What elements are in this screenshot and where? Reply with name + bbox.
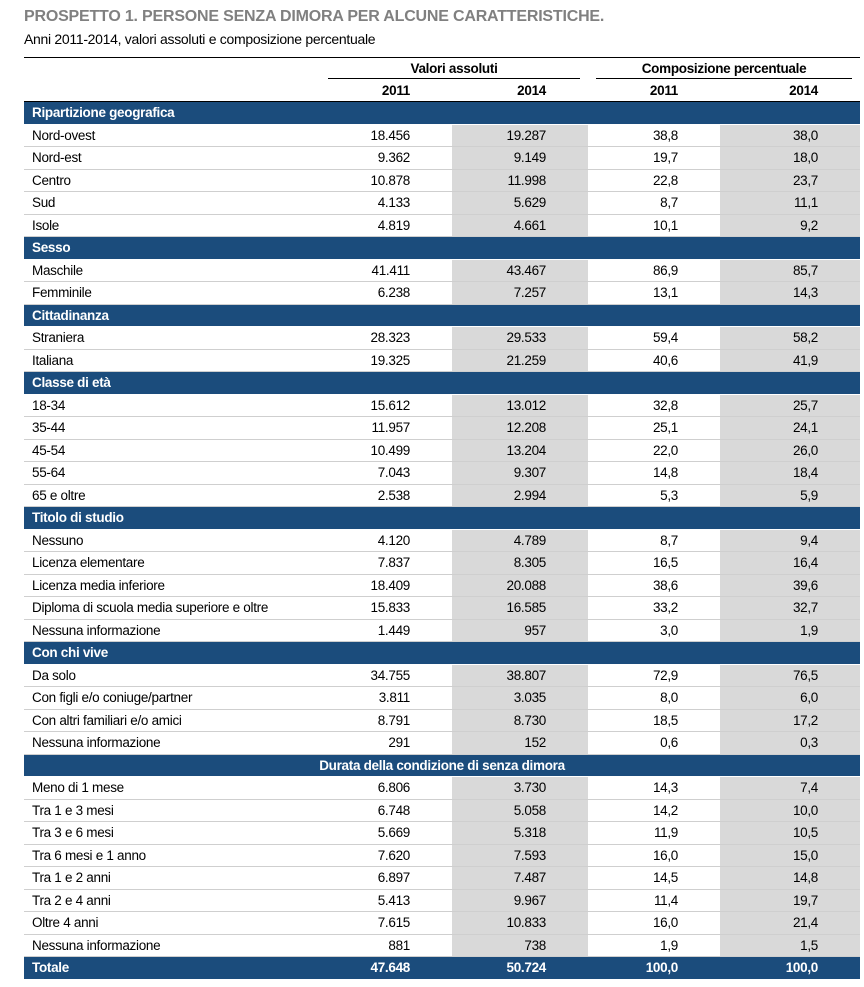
row-label: Sud bbox=[24, 192, 320, 215]
table-row bbox=[24, 934, 860, 957]
row-value: 38,0 bbox=[720, 124, 860, 147]
section-header bbox=[24, 372, 860, 395]
row-value: 5.413 bbox=[320, 889, 452, 912]
row-value: 34.755 bbox=[320, 664, 452, 687]
table-row bbox=[24, 574, 860, 597]
total-value: 50.724 bbox=[452, 957, 588, 979]
row-value: 41.411 bbox=[320, 259, 452, 282]
table-row bbox=[24, 214, 860, 237]
row-value: 18.409 bbox=[320, 574, 452, 597]
row-value: 16,0 bbox=[588, 912, 720, 935]
row-value: 4.661 bbox=[452, 214, 588, 237]
row-value: 85,7 bbox=[720, 259, 860, 282]
header-group-absolute: Valori assoluti bbox=[320, 58, 588, 80]
row-value: 41,9 bbox=[720, 349, 860, 372]
data-table bbox=[24, 57, 860, 979]
row-value: 4.789 bbox=[452, 529, 588, 552]
row-value: 76,5 bbox=[720, 664, 860, 687]
section-title: Con chi vive bbox=[24, 642, 860, 665]
row-value: 3.811 bbox=[320, 687, 452, 710]
row-label: Oltre 4 anni bbox=[24, 912, 320, 935]
row-value: 10,0 bbox=[720, 799, 860, 822]
row-value: 9.307 bbox=[452, 462, 588, 485]
row-value: 11.957 bbox=[320, 417, 452, 440]
row-value: 10,1 bbox=[588, 214, 720, 237]
row-value: 11,9 bbox=[588, 822, 720, 845]
row-value: 25,7 bbox=[720, 394, 860, 417]
row-label: 18-34 bbox=[24, 394, 320, 417]
row-value: 7.615 bbox=[320, 912, 452, 935]
row-label: Nord-est bbox=[24, 147, 320, 170]
table-row bbox=[24, 664, 860, 687]
row-value: 10.878 bbox=[320, 169, 452, 192]
table-row bbox=[24, 889, 860, 912]
row-value: 4.120 bbox=[320, 529, 452, 552]
row-label: Nessuna informazione bbox=[24, 732, 320, 755]
table-row bbox=[24, 349, 860, 372]
row-value: 5.629 bbox=[452, 192, 588, 215]
table-row bbox=[24, 687, 860, 710]
table-row bbox=[24, 709, 860, 732]
header-blank bbox=[24, 58, 320, 80]
row-value: 7.257 bbox=[452, 282, 588, 305]
row-value: 14,3 bbox=[588, 777, 720, 800]
row-value: 33,2 bbox=[588, 597, 720, 620]
row-value: 17,2 bbox=[720, 709, 860, 732]
row-label: Licenza elementare bbox=[24, 552, 320, 575]
row-value: 4.819 bbox=[320, 214, 452, 237]
table-row bbox=[24, 417, 860, 440]
row-value: 38,8 bbox=[588, 124, 720, 147]
row-label: Tra 2 e 4 anni bbox=[24, 889, 320, 912]
row-value: 9.362 bbox=[320, 147, 452, 170]
row-label: Con altri familiari e/o amici bbox=[24, 709, 320, 732]
table-row bbox=[24, 147, 860, 170]
row-value: 18,5 bbox=[588, 709, 720, 732]
total-label: Totale bbox=[24, 957, 320, 979]
table-row bbox=[24, 777, 860, 800]
row-value: 13,1 bbox=[588, 282, 720, 305]
row-value: 15.612 bbox=[320, 394, 452, 417]
row-value: 11.998 bbox=[452, 169, 588, 192]
total-value: 100,0 bbox=[588, 957, 720, 979]
row-value: 16,5 bbox=[588, 552, 720, 575]
row-value: 10,5 bbox=[720, 822, 860, 845]
row-label: Licenza media inferiore bbox=[24, 574, 320, 597]
table-row bbox=[24, 484, 860, 507]
row-value: 9,4 bbox=[720, 529, 860, 552]
row-value: 19,7 bbox=[720, 889, 860, 912]
table-row bbox=[24, 799, 860, 822]
row-value: 6,0 bbox=[720, 687, 860, 710]
row-value: 18,0 bbox=[720, 147, 860, 170]
row-value: 40,6 bbox=[588, 349, 720, 372]
row-value: 6.897 bbox=[320, 867, 452, 890]
row-value: 18.456 bbox=[320, 124, 452, 147]
row-value: 32,7 bbox=[720, 597, 860, 620]
header-group-percent: Composizione percentuale bbox=[588, 58, 860, 80]
row-value: 881 bbox=[320, 934, 452, 957]
row-label: 45-54 bbox=[24, 439, 320, 462]
row-value: 14,8 bbox=[588, 462, 720, 485]
row-value: 19.325 bbox=[320, 349, 452, 372]
row-value: 291 bbox=[320, 732, 452, 755]
table-row bbox=[24, 327, 860, 350]
row-value: 28.323 bbox=[320, 327, 452, 350]
row-value: 8.730 bbox=[452, 709, 588, 732]
row-value: 1.449 bbox=[320, 619, 452, 642]
row-label: Straniera bbox=[24, 327, 320, 350]
section-title: Sesso bbox=[24, 237, 860, 260]
section-title: Titolo di studio bbox=[24, 507, 860, 530]
row-label: Da solo bbox=[24, 664, 320, 687]
row-value: 15.833 bbox=[320, 597, 452, 620]
row-value: 957 bbox=[452, 619, 588, 642]
row-value: 13.204 bbox=[452, 439, 588, 462]
row-value: 5.669 bbox=[320, 822, 452, 845]
row-label: Tra 3 e 6 mesi bbox=[24, 822, 320, 845]
row-value: 9.967 bbox=[452, 889, 588, 912]
row-label: Femminile bbox=[24, 282, 320, 305]
row-value: 10.833 bbox=[452, 912, 588, 935]
total-row bbox=[24, 957, 860, 979]
row-value: 38,6 bbox=[588, 574, 720, 597]
row-value: 21,4 bbox=[720, 912, 860, 935]
row-value: 0,3 bbox=[720, 732, 860, 755]
row-value: 7.593 bbox=[452, 844, 588, 867]
row-value: 38.807 bbox=[452, 664, 588, 687]
row-value: 12.208 bbox=[452, 417, 588, 440]
row-value: 14,8 bbox=[720, 867, 860, 890]
row-value: 5.058 bbox=[452, 799, 588, 822]
row-value: 14,2 bbox=[588, 799, 720, 822]
page-subtitle: Anni 2011-2014, valori assoluti e composizione percentuale bbox=[24, 31, 376, 47]
row-label: Isole bbox=[24, 214, 320, 237]
table-row bbox=[24, 259, 860, 282]
row-label: Diploma di scuola media superiore e oltre bbox=[24, 597, 320, 620]
table-row bbox=[24, 597, 860, 620]
table-row bbox=[24, 439, 860, 462]
row-value: 7.043 bbox=[320, 462, 452, 485]
row-value: 8,0 bbox=[588, 687, 720, 710]
row-value: 7.620 bbox=[320, 844, 452, 867]
table-row bbox=[24, 867, 860, 890]
section-header bbox=[24, 237, 860, 260]
row-value: 23,7 bbox=[720, 169, 860, 192]
row-value: 3.730 bbox=[452, 777, 588, 800]
row-label: Nord-ovest bbox=[24, 124, 320, 147]
row-value: 19.287 bbox=[452, 124, 588, 147]
table-row bbox=[24, 552, 860, 575]
row-value: 16,4 bbox=[720, 552, 860, 575]
table-row bbox=[24, 169, 860, 192]
row-value: 8.791 bbox=[320, 709, 452, 732]
row-label: Centro bbox=[24, 169, 320, 192]
row-value: 29.533 bbox=[452, 327, 588, 350]
row-value: 59,4 bbox=[588, 327, 720, 350]
section-header bbox=[24, 754, 860, 777]
row-value: 5,3 bbox=[588, 484, 720, 507]
row-value: 9,2 bbox=[720, 214, 860, 237]
table-body bbox=[24, 102, 860, 979]
row-value: 72,9 bbox=[588, 664, 720, 687]
row-value: 58,2 bbox=[720, 327, 860, 350]
row-value: 19,7 bbox=[588, 147, 720, 170]
row-value: 1,5 bbox=[720, 934, 860, 957]
row-value: 22,0 bbox=[588, 439, 720, 462]
row-value: 13.012 bbox=[452, 394, 588, 417]
table-row bbox=[24, 912, 860, 935]
row-value: 24,1 bbox=[720, 417, 860, 440]
table-row bbox=[24, 844, 860, 867]
header-year: 2011 bbox=[320, 79, 452, 102]
row-label: Tra 1 e 3 mesi bbox=[24, 799, 320, 822]
header-year: 2014 bbox=[720, 79, 860, 102]
row-value: 11,1 bbox=[720, 192, 860, 215]
section-header bbox=[24, 304, 860, 327]
row-value: 3,0 bbox=[588, 619, 720, 642]
row-value: 14,3 bbox=[720, 282, 860, 305]
section-header bbox=[24, 102, 860, 125]
table-row bbox=[24, 394, 860, 417]
row-value: 0,6 bbox=[588, 732, 720, 755]
table-row bbox=[24, 619, 860, 642]
row-value: 32,8 bbox=[588, 394, 720, 417]
row-label: Nessuno bbox=[24, 529, 320, 552]
total-value: 100,0 bbox=[720, 957, 860, 979]
header-year: 2011 bbox=[588, 79, 720, 102]
table-row bbox=[24, 822, 860, 845]
section-title: Cittadinanza bbox=[24, 304, 860, 327]
row-value: 6.806 bbox=[320, 777, 452, 800]
row-value: 1,9 bbox=[588, 934, 720, 957]
row-value: 18,4 bbox=[720, 462, 860, 485]
section-title: Ripartizione geografica bbox=[24, 102, 860, 125]
table-row bbox=[24, 124, 860, 147]
row-label: Maschile bbox=[24, 259, 320, 282]
row-value: 152 bbox=[452, 732, 588, 755]
table-row bbox=[24, 282, 860, 305]
row-value: 11,4 bbox=[588, 889, 720, 912]
row-label: Italiana bbox=[24, 349, 320, 372]
header-year: 2014 bbox=[452, 79, 588, 102]
total-value: 47.648 bbox=[320, 957, 452, 979]
row-value: 20.088 bbox=[452, 574, 588, 597]
row-value: 26,0 bbox=[720, 439, 860, 462]
row-value: 1,9 bbox=[720, 619, 860, 642]
table-row bbox=[24, 192, 860, 215]
section-header bbox=[24, 642, 860, 665]
table-header bbox=[24, 58, 860, 102]
section-title: Durata della condizione di senza dimora bbox=[24, 754, 860, 777]
row-label: Tra 6 mesi e 1 anno bbox=[24, 844, 320, 867]
row-value: 25,1 bbox=[588, 417, 720, 440]
row-value: 5,9 bbox=[720, 484, 860, 507]
row-value: 8.305 bbox=[452, 552, 588, 575]
row-value: 16.585 bbox=[452, 597, 588, 620]
row-label: Tra 1 e 2 anni bbox=[24, 867, 320, 890]
row-value: 8,7 bbox=[588, 529, 720, 552]
row-label: Nessuna informazione bbox=[24, 619, 320, 642]
row-value: 15,0 bbox=[720, 844, 860, 867]
row-value: 16,0 bbox=[588, 844, 720, 867]
row-label: 35-44 bbox=[24, 417, 320, 440]
row-value: 2.994 bbox=[452, 484, 588, 507]
row-value: 14,5 bbox=[588, 867, 720, 890]
row-value: 3.035 bbox=[452, 687, 588, 710]
row-value: 4.133 bbox=[320, 192, 452, 215]
row-label: 55-64 bbox=[24, 462, 320, 485]
row-value: 5.318 bbox=[452, 822, 588, 845]
row-value: 7,4 bbox=[720, 777, 860, 800]
row-value: 6.748 bbox=[320, 799, 452, 822]
table-row bbox=[24, 732, 860, 755]
row-value: 10.499 bbox=[320, 439, 452, 462]
table-row bbox=[24, 529, 860, 552]
row-label: Con figli e/o coniuge/partner bbox=[24, 687, 320, 710]
table-row bbox=[24, 462, 860, 485]
row-value: 738 bbox=[452, 934, 588, 957]
header-blank bbox=[24, 79, 320, 102]
row-value: 2.538 bbox=[320, 484, 452, 507]
section-title: Classe di età bbox=[24, 372, 860, 395]
row-value: 6.238 bbox=[320, 282, 452, 305]
row-label: Nessuna informazione bbox=[24, 934, 320, 957]
row-label: Meno di 1 mese bbox=[24, 777, 320, 800]
row-value: 9.149 bbox=[452, 147, 588, 170]
row-value: 21.259 bbox=[452, 349, 588, 372]
section-header bbox=[24, 507, 860, 530]
row-value: 43.467 bbox=[452, 259, 588, 282]
row-label: 65 e oltre bbox=[24, 484, 320, 507]
row-value: 7.837 bbox=[320, 552, 452, 575]
row-value: 22,8 bbox=[588, 169, 720, 192]
row-value: 39,6 bbox=[720, 574, 860, 597]
page-title: PROSPETTO 1. PERSONE SENZA DIMORA PER ALCUNE CARATTERISTICHE. bbox=[24, 8, 605, 25]
row-value: 86,9 bbox=[588, 259, 720, 282]
row-value: 8,7 bbox=[588, 192, 720, 215]
row-value: 7.487 bbox=[452, 867, 588, 890]
